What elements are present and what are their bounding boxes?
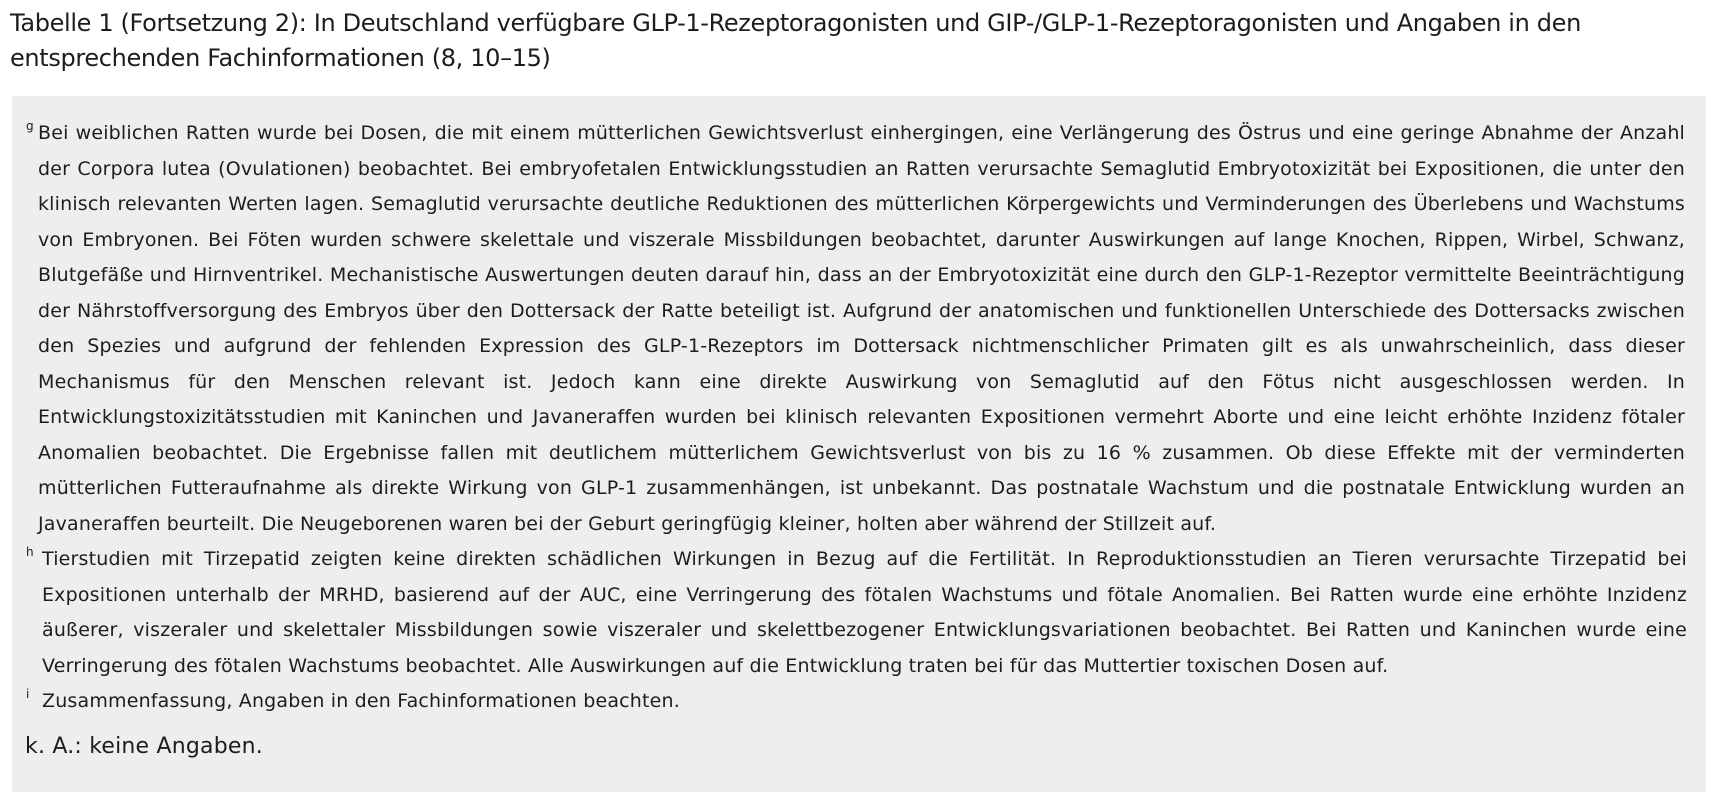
footnote-i	[12, 684, 1706, 720]
table-caption: Tabelle 1 (Fortsetzung 2): In Deutschland verfügbare GLP-1-Rezeptoragonisten und GIP-/GLP-1-Rezeptoragonisten und Angaben in den entsprechenden Fachinformationen (8, 10–15)	[10, 9, 1581, 72]
footnote-text: Bei weiblichen Ratten wurde bei Dosen, die mit einem mütterlichen Gewichtsverlust einhergingen, eine Verlängerung des Östrus und eine geringe Abnahme der Anzahl der Corpora lutea (Ovulationen) beobachtet. Bei embryofetalen Entwicklungsstudien an Ratten verursachte Semaglutid Embryotoxizität bei Expositionen, die unter den klinisch relevanten Werten lagen. Semaglutid verursachte deutliche Reduktionen des mütterlichen Körpergewichts und Verminderungen des Überlebens und Wachstums von Embryonen. Bei Föten wurden schwere skelettale und viszerale Missbildungen beobachtet, darunter Auswirkungen auf lange Knochen, Rippen, Wirbel, Schwanz, Blutgefäße und Hirnventrikel. Mechanistische Auswertungen deuten darauf hin, dass an der Embryotoxizität eine durch den GLP-1-Rezeptor vermittelte Beeinträchtigung der Nährstoffversorgung des Embryos über den Dottersack der Ratte beteiligt ist. Aufgrund der anatomischen und funktionellen Unterschiede des Dottersacks zwischen den Spezies und aufgrund der fehlenden Expression des GLP-1-Rezeptors im Dottersack nichtmenschlicher Primaten gilt es als unwahrscheinlich, dass dieser Mechanismus für den Menschen relevant ist. Jedoch kann eine direkte Auswirkung von Semaglutid auf den Fötus nicht ausgeschlossen werden. In Entwicklungstoxizitätsstudien mit Kaninchen und Javaneraffen wurden bei klinisch relevanten Expositionen vermehrt Aborte und eine leicht erhöhte Inzidenz fötaler Anomalien beobachtet. Die Ergebnisse fallen mit deutlichem mütterlichem Gewichtsverlust von bis zu 16 % zusammen. Ob diese Effekte mit der verminderten mütterlichen Futteraufnahme als direkte Wirkung von GLP-1 zusammenhängen, ist unbekannt. Das postnatale Wachstum und die postnatale Entwicklung wurden an Javaneraffen beurteilt. Die Neugeborenen waren bei der Geburt geringfügig kleiner, holten aber während der Stillzeit auf.	[38, 122, 1685, 535]
footnote-marker: g	[26, 119, 34, 133]
footnote-text: Zusammenfassung, Angaben in den Fachinformationen beachten.	[42, 690, 680, 712]
footnote-marker: h	[26, 545, 34, 559]
footnote-g	[12, 116, 1706, 542]
footnote-marker: i	[26, 687, 30, 701]
footnotes-panel	[12, 96, 1706, 792]
footnote-h	[12, 542, 1706, 684]
abbreviation-note: k. A.: keine Angaben.	[25, 733, 263, 759]
footnote-text: Tierstudien mit Tirzepatid zeigten keine direkten schädlichen Wirkungen in Bezug auf die Fertilität. In Reproduktionsstudien an Tieren verursachte Tirzepatid bei Expositionen unterhalb der MRHD, basierend auf der AUC, eine Verringerung des fötalen Wachstums und fötale Anomalien. Bei Ratten wurde eine erhöhte Inzidenz äußerer, viszeraler und skelettaler Missbildungen sowie viszeraler und skelettbezogener Entwicklungsvariationen beobachtet. Bei Ratten und Kaninchen wurde eine Verringerung des fötalen Wachstums beobachtet. Alle Auswirkungen auf die Entwicklung traten bei für das Muttertier toxischen Dosen auf.	[42, 548, 1687, 677]
